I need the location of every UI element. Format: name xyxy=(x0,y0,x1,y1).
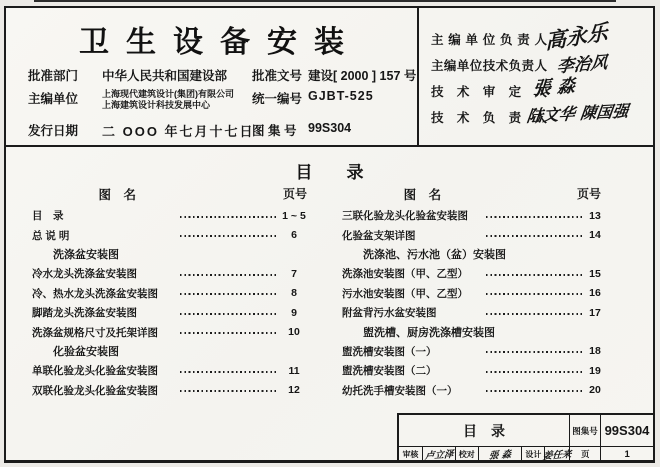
toc-item-page: 10 xyxy=(288,326,300,339)
atlas-label: 图集号 xyxy=(569,415,600,446)
toc-item xyxy=(32,361,316,380)
toc-item-name: 脚踏龙头洗涤盆安装图 xyxy=(32,307,137,320)
toc-name-header: 图 名 xyxy=(403,188,442,202)
approval-dept-value: 中华人民共和国建设部 xyxy=(102,69,228,83)
handwritten-signature: 張 淼 xyxy=(488,449,512,462)
handwritten-signature: 陆文华 陳国强 xyxy=(525,101,630,126)
toc-item-name: 幼托洗手槽安装图（一） xyxy=(342,384,458,397)
toc-item-page: 14 xyxy=(589,229,601,242)
toc-item-name: 附盆背污水盆安装图 xyxy=(342,307,437,320)
toc-item-page: 8 xyxy=(291,287,297,300)
handwritten-signature: 高永乐 xyxy=(545,18,608,55)
toc-section-title: 化验盆安装图 xyxy=(53,346,119,359)
approval-dept-label: 批准部门 xyxy=(28,69,79,83)
toc-item xyxy=(32,206,316,225)
header-block xyxy=(6,8,653,147)
scan-edge-artifact xyxy=(34,0,616,2)
approval-info-table xyxy=(28,66,417,145)
toc-item-name: 单联化验龙头化验盆安装图 xyxy=(32,365,158,378)
toc-item-page: 11 xyxy=(288,364,300,377)
editor-org-line2: 上海建筑设计科技发展中心 xyxy=(102,100,211,111)
toc-leader-dots xyxy=(486,351,582,353)
toc-leader-dots xyxy=(180,216,276,218)
toc-item-page: 1 ~ 5 xyxy=(282,209,306,222)
atlas-no-label: 图 集 号 xyxy=(252,124,297,138)
toc-column-right xyxy=(342,185,610,400)
toc-section-title: 洗涤盆安装图 xyxy=(53,249,119,262)
toc-leader-dots xyxy=(180,332,276,334)
title-block-bottom xyxy=(399,446,653,461)
toc-item xyxy=(342,225,610,244)
document-title: 卫生设备安装 xyxy=(79,26,361,59)
toc-item-page: 12 xyxy=(288,384,300,397)
toc-item xyxy=(32,381,316,400)
toc-leader-dots xyxy=(180,371,276,373)
toc-leader-dots xyxy=(486,274,582,276)
signatory-role: 技 术 审 定 人 xyxy=(431,85,547,99)
toc-item xyxy=(32,284,316,303)
toc-item xyxy=(32,264,316,283)
handwritten-signature: 張 淼 xyxy=(532,75,576,100)
toc-item xyxy=(342,361,610,380)
toc-item xyxy=(342,303,610,322)
toc-leader-dots xyxy=(486,313,582,315)
toc-item-page: 19 xyxy=(589,364,601,377)
editor-org-value xyxy=(102,89,252,121)
review-signature xyxy=(422,447,455,461)
handwritten-signature: 卢立泽 xyxy=(424,448,454,463)
title-block xyxy=(397,413,653,463)
toc-leader-dots xyxy=(180,313,276,315)
signatory-row xyxy=(431,30,547,49)
toc-item xyxy=(32,322,316,341)
toc-rows-left xyxy=(32,206,316,400)
toc-item-page: 15 xyxy=(589,267,601,280)
toc-section-title: 盥洗槽、厨房洗涤槽安装图 xyxy=(363,327,495,340)
toc-section-title: 洗涤池、污水池（盆）安装图 xyxy=(363,249,506,262)
design-signature xyxy=(542,447,572,463)
toc-item-page: 16 xyxy=(589,287,601,300)
toc-page-header: 页号 xyxy=(576,187,601,201)
toc-heading: 目 录 xyxy=(295,163,364,182)
toc-item-name: 双联化验龙头化验盆安装图 xyxy=(32,384,158,397)
signatories-block xyxy=(419,8,653,145)
toc-item-name: 洗涤盆规格尺寸及托架详图 xyxy=(32,326,158,339)
toc-item-name: 总 说 明 xyxy=(32,229,70,242)
toc-leader-dots xyxy=(180,274,276,276)
issue-date-value: 二 OOO 年七月十七日 xyxy=(102,124,255,139)
toc-item xyxy=(32,225,316,244)
header-left xyxy=(6,8,417,145)
toc-item-name: 冷、热水龙头洗涤盆安装图 xyxy=(32,287,158,300)
toc-column-left xyxy=(32,185,316,400)
toc-leader-dots xyxy=(486,293,582,295)
toc-item-page: 17 xyxy=(589,306,601,319)
toc-item xyxy=(32,303,316,322)
approval-no-value: 建设[ 2000 ] 157 号 xyxy=(308,69,417,83)
toc-item xyxy=(342,206,610,225)
signatory-role: 主 编 单 位 负 责 人 xyxy=(431,33,547,47)
toc-leader-dots xyxy=(180,235,276,237)
toc-item xyxy=(342,381,610,400)
signatory-row xyxy=(431,56,547,75)
atlas-number: 99S304 xyxy=(600,415,653,446)
toc-item-name: 盥洗槽安装图（二） xyxy=(342,365,437,378)
design-label: 设计 xyxy=(521,447,544,461)
drawing-sheet xyxy=(4,6,655,463)
toc-item-page: 20 xyxy=(589,384,601,397)
signatory-role: 主编单位技术负责人 xyxy=(431,59,547,73)
toc-item-page: 9 xyxy=(291,306,297,319)
toc-name-header: 图 名 xyxy=(98,188,136,202)
editor-org-label: 主编单位 xyxy=(28,92,79,106)
toc-item-name: 洗涤池安装图（甲、乙型） xyxy=(342,268,468,281)
toc-item-name: 盥洗槽安装图（一） xyxy=(342,345,437,358)
toc-page-header: 页号 xyxy=(282,187,307,201)
toc-item xyxy=(342,284,610,303)
toc-item-name: 化验盆支架详图 xyxy=(342,229,416,242)
signatory-row xyxy=(431,82,547,101)
proof-label: 校对 xyxy=(455,447,478,461)
atlas-no-value: 99S304 xyxy=(308,121,352,135)
unified-no-label: 统一编号 xyxy=(252,92,303,106)
unified-no-value: GJBT-525 xyxy=(308,89,374,103)
toc-item-page: 6 xyxy=(291,229,297,242)
page-number: 1 xyxy=(600,447,653,461)
sheet-title: 目 录 xyxy=(463,422,505,439)
signatory-role: 技 术 负 责 人 xyxy=(431,111,547,125)
toc-item-page: 13 xyxy=(589,209,601,222)
toc-leader-dots xyxy=(180,293,276,295)
toc-item-name: 目 录 xyxy=(32,210,64,223)
toc-leader-dots xyxy=(486,390,582,392)
toc-item xyxy=(342,342,610,361)
toc-item-name: 三联化验龙头化验盆安装图 xyxy=(342,210,468,223)
toc-item-page: 7 xyxy=(291,267,297,280)
page-label: 页 xyxy=(569,447,600,461)
toc-column-header xyxy=(342,185,610,206)
approval-no-label: 批准文号 xyxy=(252,69,303,83)
toc-column-header xyxy=(32,185,316,206)
toc-leader-dots xyxy=(486,371,582,373)
toc-item xyxy=(342,264,610,283)
toc-item-page: 18 xyxy=(589,345,601,358)
review-label: 审核 xyxy=(402,449,419,459)
toc-rows-right xyxy=(342,206,610,400)
handwritten-signature: 姜任来 xyxy=(542,448,572,463)
title-block-top xyxy=(399,415,653,446)
toc-leader-dots xyxy=(486,216,582,218)
toc-leader-dots xyxy=(180,390,276,392)
issue-date-label: 发行日期 xyxy=(28,124,79,138)
editor-org-line1: 上海现代建筑设计(集团)有限公司 xyxy=(102,89,234,99)
toc-item-name: 冷水龙头洗涤盆安装图 xyxy=(32,268,137,281)
toc-leader-dots xyxy=(486,235,582,237)
proof-signature xyxy=(478,447,522,461)
toc-item-name: 污水池安装图（甲、乙型） xyxy=(342,287,468,300)
handwritten-signature: 李治风 xyxy=(555,52,609,78)
